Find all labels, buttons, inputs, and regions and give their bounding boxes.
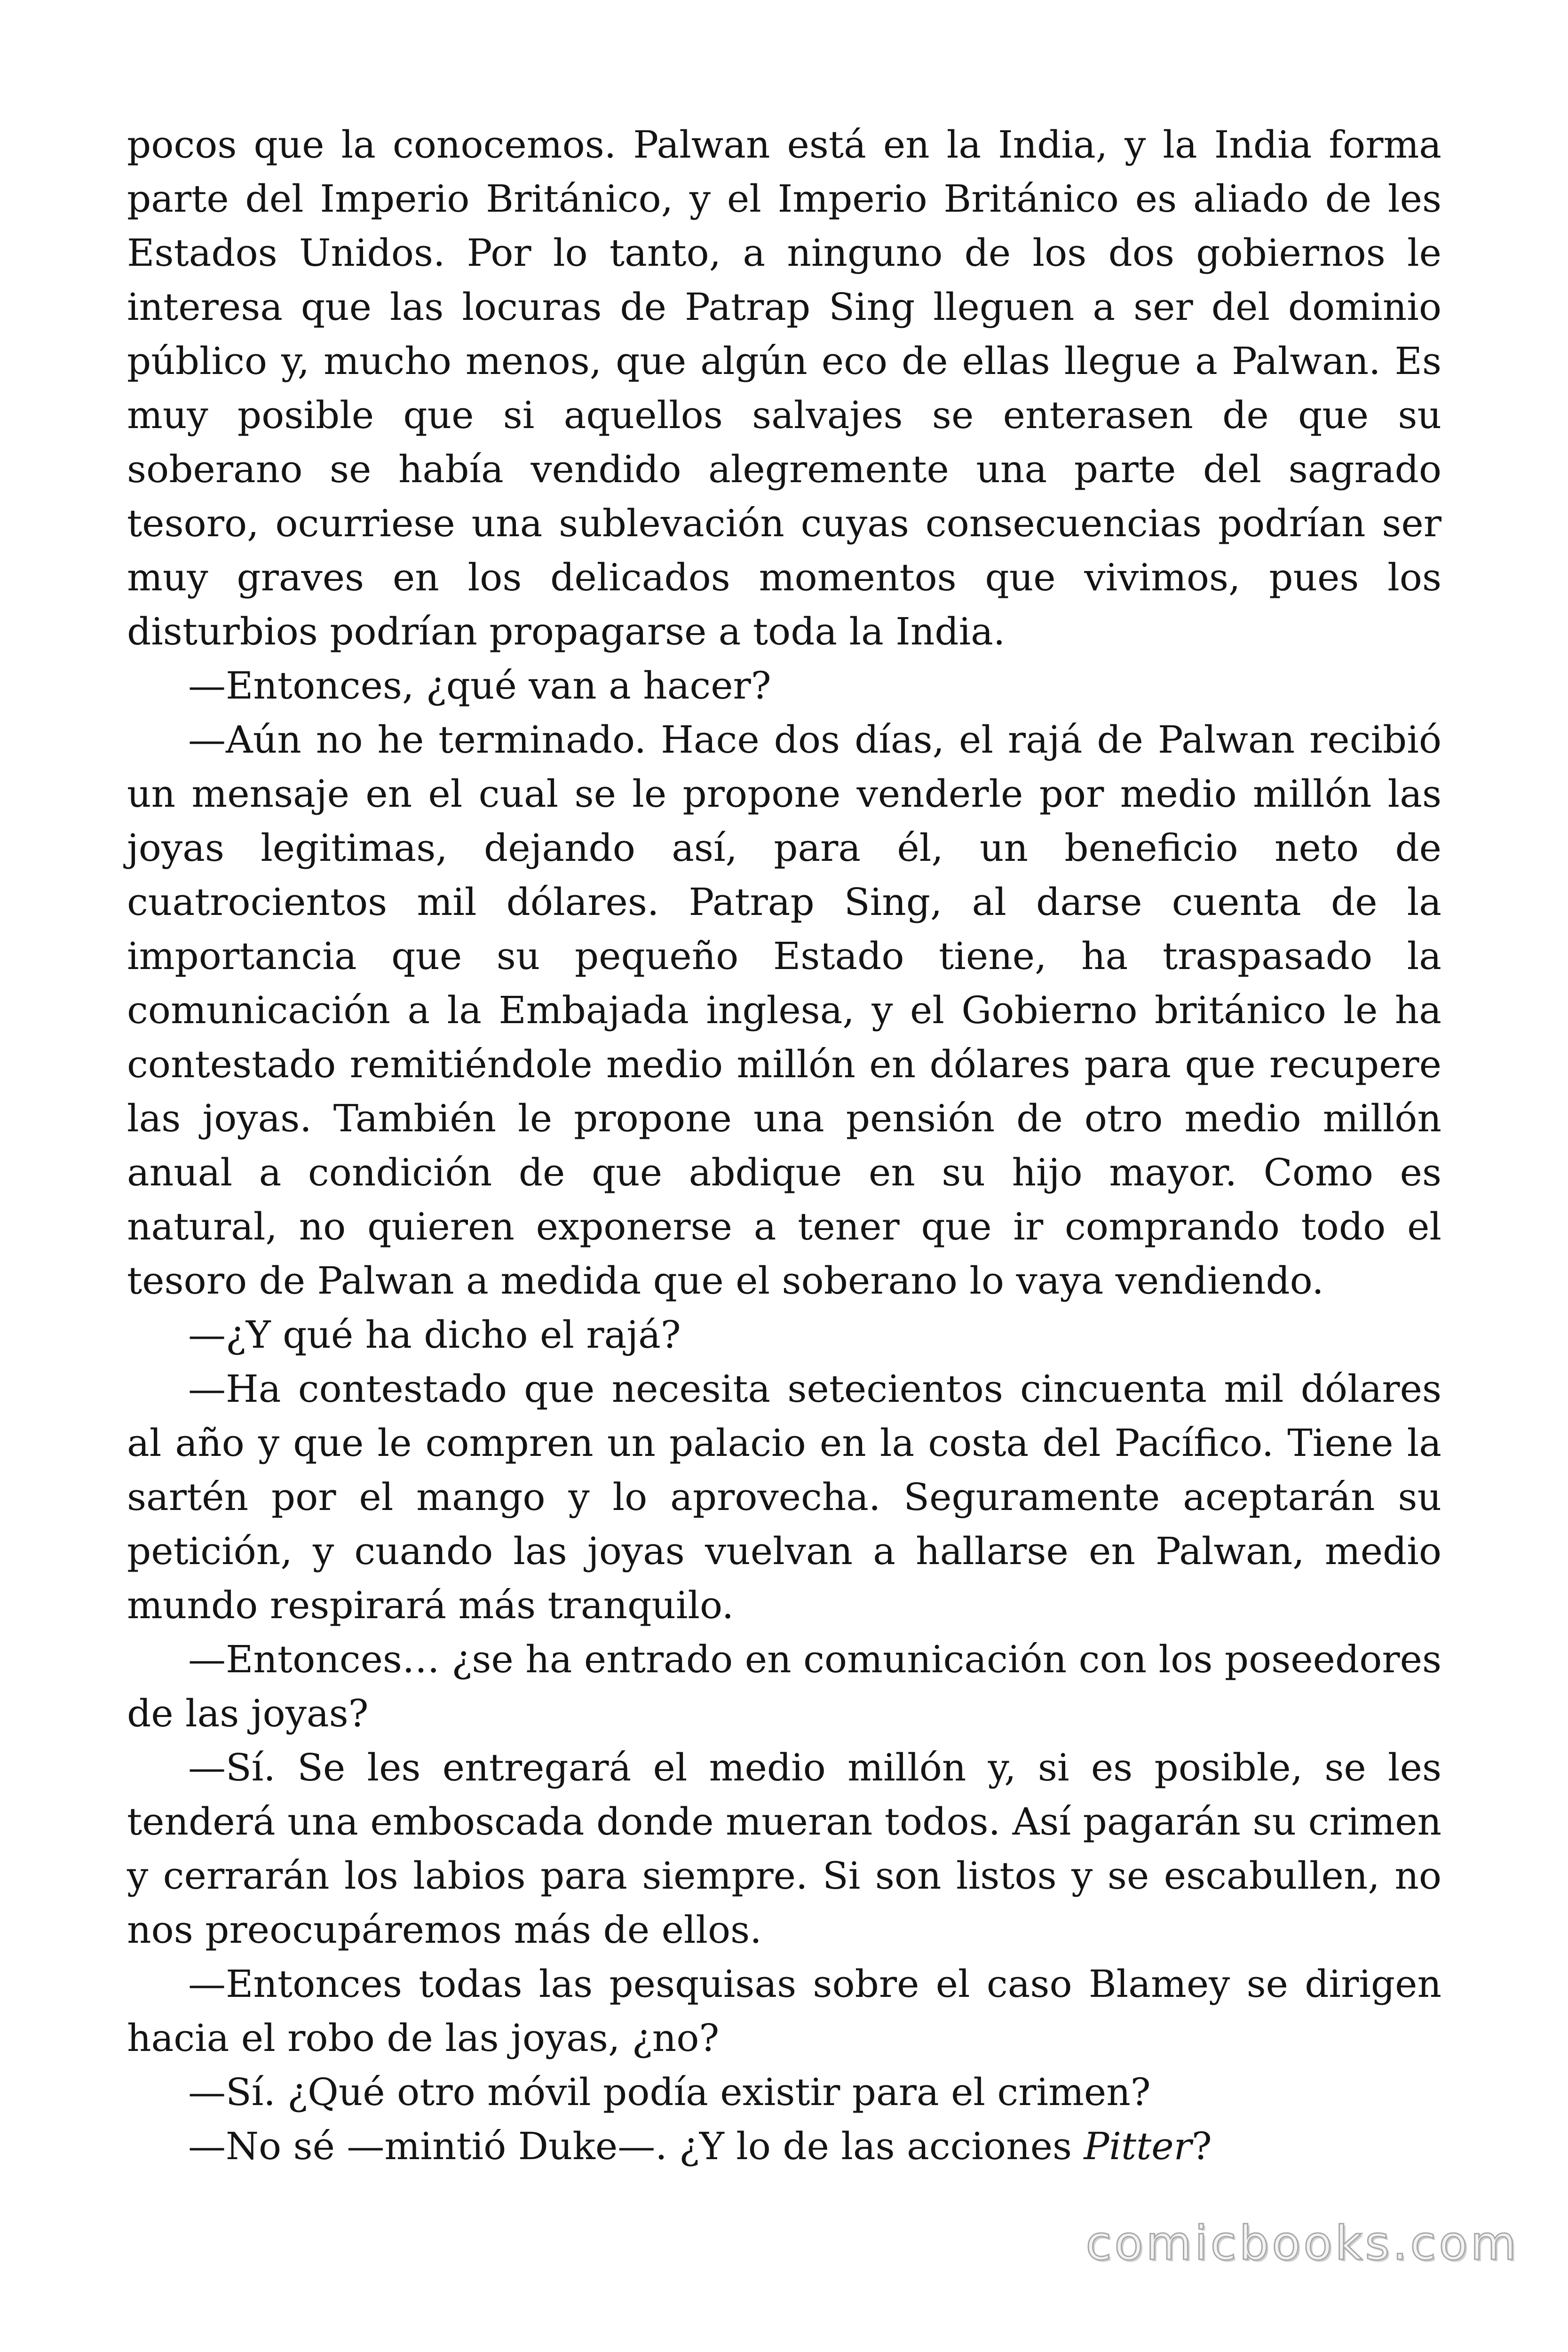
book-page-text — [127, 118, 1441, 2173]
paragraph-5: —Ha contestado que necesita setecientos cincuenta mil dólares al año y que le compren un palacio en la costa del Pacífico. Tiene la sartén por el mango y lo aprovecha. Seguramente aceptarán su petición, y cuando las joyas vuelvan a hallarse en Palwan, medio mundo respirará más tranquilo. — [127, 1367, 1441, 1627]
paragraph-10 — [127, 2119, 1441, 2173]
paragraph-1: pocos que la conocemos. Palwan está en la India, y la India forma parte del Imperio Británico, y el Imperio Británico es aliado de les Estados Unidos. Por lo tanto, a ninguno de los dos gobiernos le interesa que las locuras de Patrap Sing lleguen a ser del dominio público y, mucho menos, que algún eco de ellas llegue a Palwan. Es muy posible que si aquellos salvajes se enterasen de que su soberano se había vendido alegremente una parte del sagrado tesoro, ocurriese una sublevación cuyas consecuencias podrían ser muy graves en los delicados momentos que vivimos, pues los disturbios podrían propagarse a toda la India. — [127, 123, 1441, 653]
paragraph-2: —Entonces, ¿qué van a hacer? — [188, 664, 771, 707]
paragraph-10-start: —No sé —mintió Duke—. ¿Y lo de las acciones — [188, 2124, 1084, 2168]
italic-word: Pitter — [1084, 2124, 1192, 2168]
paragraph-4: —¿Y qué ha dicho el rajá? — [188, 1313, 681, 1357]
paragraph-6: —Entonces… ¿se ha entrado en comunicación con los poseedores de las joyas? — [127, 1637, 1441, 1735]
paragraph-9: —Sí. ¿Qué otro móvil podía existir para el crimen? — [188, 2070, 1151, 2114]
paragraph-3: —Aún no he terminado. Hace dos días, el rajá de Palwan recibió un mensaje en el cual se le propone venderle por medio millón las joyas legitimas, dejando así, para él, un beneficio neto de cuatrocientos mil dólares. Patrap Sing, al darse cuenta de la importancia que su pequeño Estado tiene, ha traspasado la comunicación a la Embajada inglesa, y el Gobierno británico le ha contestado remitiéndole medio millón en dólares para que recupere las joyas. También le propone una pensión de otro medio millón anual a condición de que abdique en su hijo mayor. Como es natural, no quieren exponerse a tener que ir comprando todo el tesoro de Palwan a medida que el soberano lo vaya vendiendo. — [127, 718, 1441, 1303]
watermark: comicbooks.com — [1085, 2216, 1519, 2271]
paragraph-10-end: ? — [1191, 2124, 1212, 2168]
paragraph-7: —Sí. Se les entregará el medio millón y, si es posible, se les tenderá una emboscada donde mueran todos. Así pagarán su crimen y cerrarán los labios para siempre. Si son listos y se escabullen, no nos preocupáremos más de ellos. — [127, 1746, 1441, 1952]
paragraph-8: —Entonces todas las pesquisas sobre el caso Blamey se dirigen hacia el robo de las joyas, ¿no? — [127, 1962, 1441, 2060]
